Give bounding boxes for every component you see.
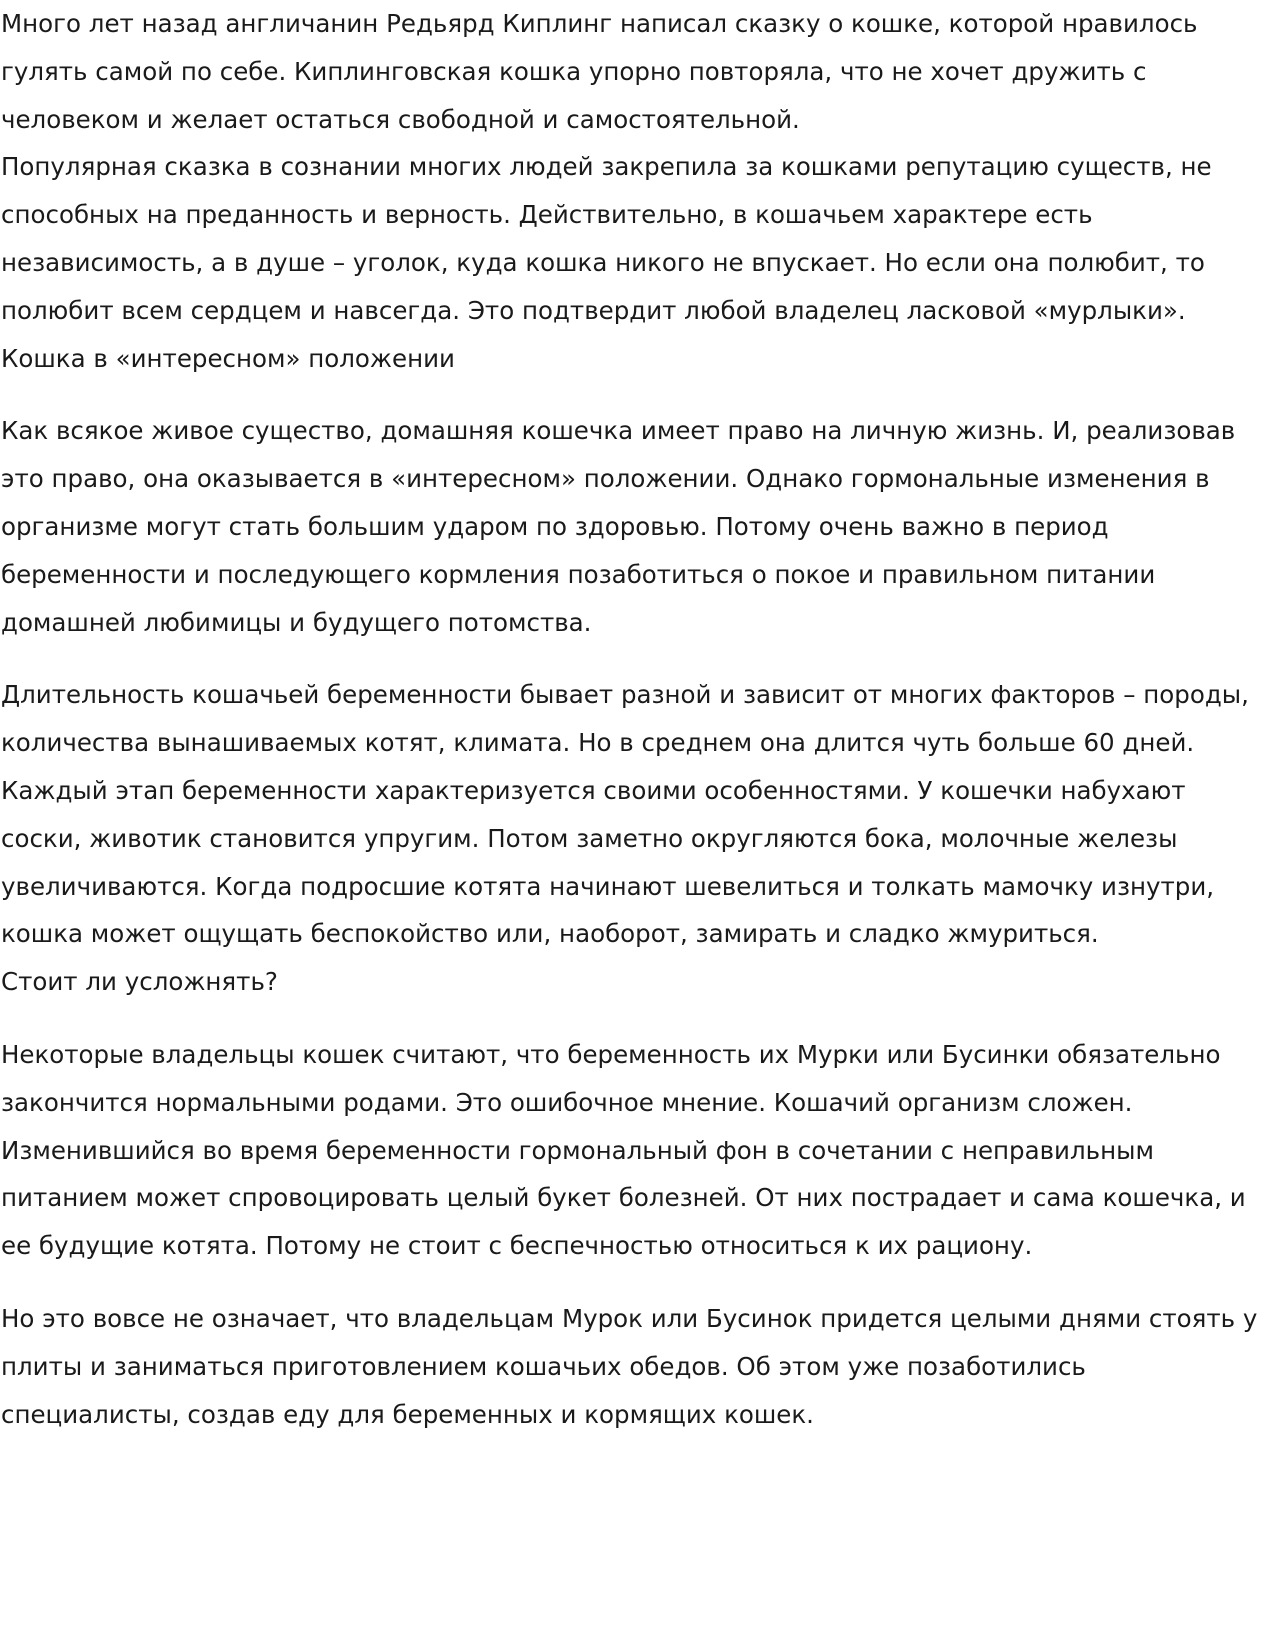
paragraph-popular-tale: Популярная сказка в сознании многих людей закрепила за кошками репутацию существ, не способных на преданность и верность. Действительно, в кошачьем характере есть независимость, а в душе – уголок, куда кошка никого не впускает. Но если она полюбит, то полюбит всем сердцем и навсегда. Это подтвердит любой владелец ласковой «мурлыки».	[1, 152, 1212, 325]
paragraph-intro-kipling: Много лет назад англичанин Редьярд Киплинг написал сказку о кошке, которой нравилось гулять самой по себе. Киплинговская кошка упорно повторяла, что не хочет дружить с человеком и желает остаться свободной и самостоятельной.	[1, 9, 1198, 134]
section-heading-pregnancy: Кошка в «интересном» положении	[1, 343, 455, 373]
section-heading-complication: Стоит ли усложнять?	[1, 967, 278, 997]
paragraph-personal-life: Как всякое живое существо, домашняя кошечка имеет право на личную жизнь. И, реализовав это право, она оказывается в «интересном» положении. Однако гормональные изменения в организме могут стать большим ударом по здоровью. Потому очень важно в период беременности и последующего кормления позаботиться о покое и правильном питании домашней любимицы и будущего потомства.	[1, 416, 1236, 637]
paragraph-pregnancy-duration: Длительность кошачьей беременности бывает разной и зависит от многих факторов – породы, количества вынашиваемых котят, климата. Но в среднем она длится чуть больше 60 дней. Каждый этап беременности характеризуется своими особенностями. У кошечки набухают соски, животик становится упругим. Потом заметно округляются бока, молочные железы увеличиваются. Когда подросшие котята начинают шевелиться и толкать мамочку изнутри, кошка может ощущать беспокойство или, наоборот, замирать и сладко жмуриться.	[1, 680, 1249, 949]
paragraph-special-food: Но это вовсе не означает, что владельцам Мурок или Бусинок придется целыми днями стоять у плиты и заниматься приготовлением кошачьих обедов. Об этом уже позаботились специалисты, создав еду для беременных и кормящих кошек.	[1, 1303, 1258, 1429]
paragraph-owners-opinion: Некоторые владельцы кошек считают, что беременность их Мурки или Бусинки обязательно закончится нормальными родами. Это ошибочное мнение. Кошачий организм сложен. Изменившийся во время беременности гормональный фон в сочетании с неправильным питанием может спровоцировать целый букет болезней. От них пострадает и сама кошечка, и ее будущие котята. Потому не стоит с беспечностью относиться к их рациону.	[1, 1039, 1246, 1261]
